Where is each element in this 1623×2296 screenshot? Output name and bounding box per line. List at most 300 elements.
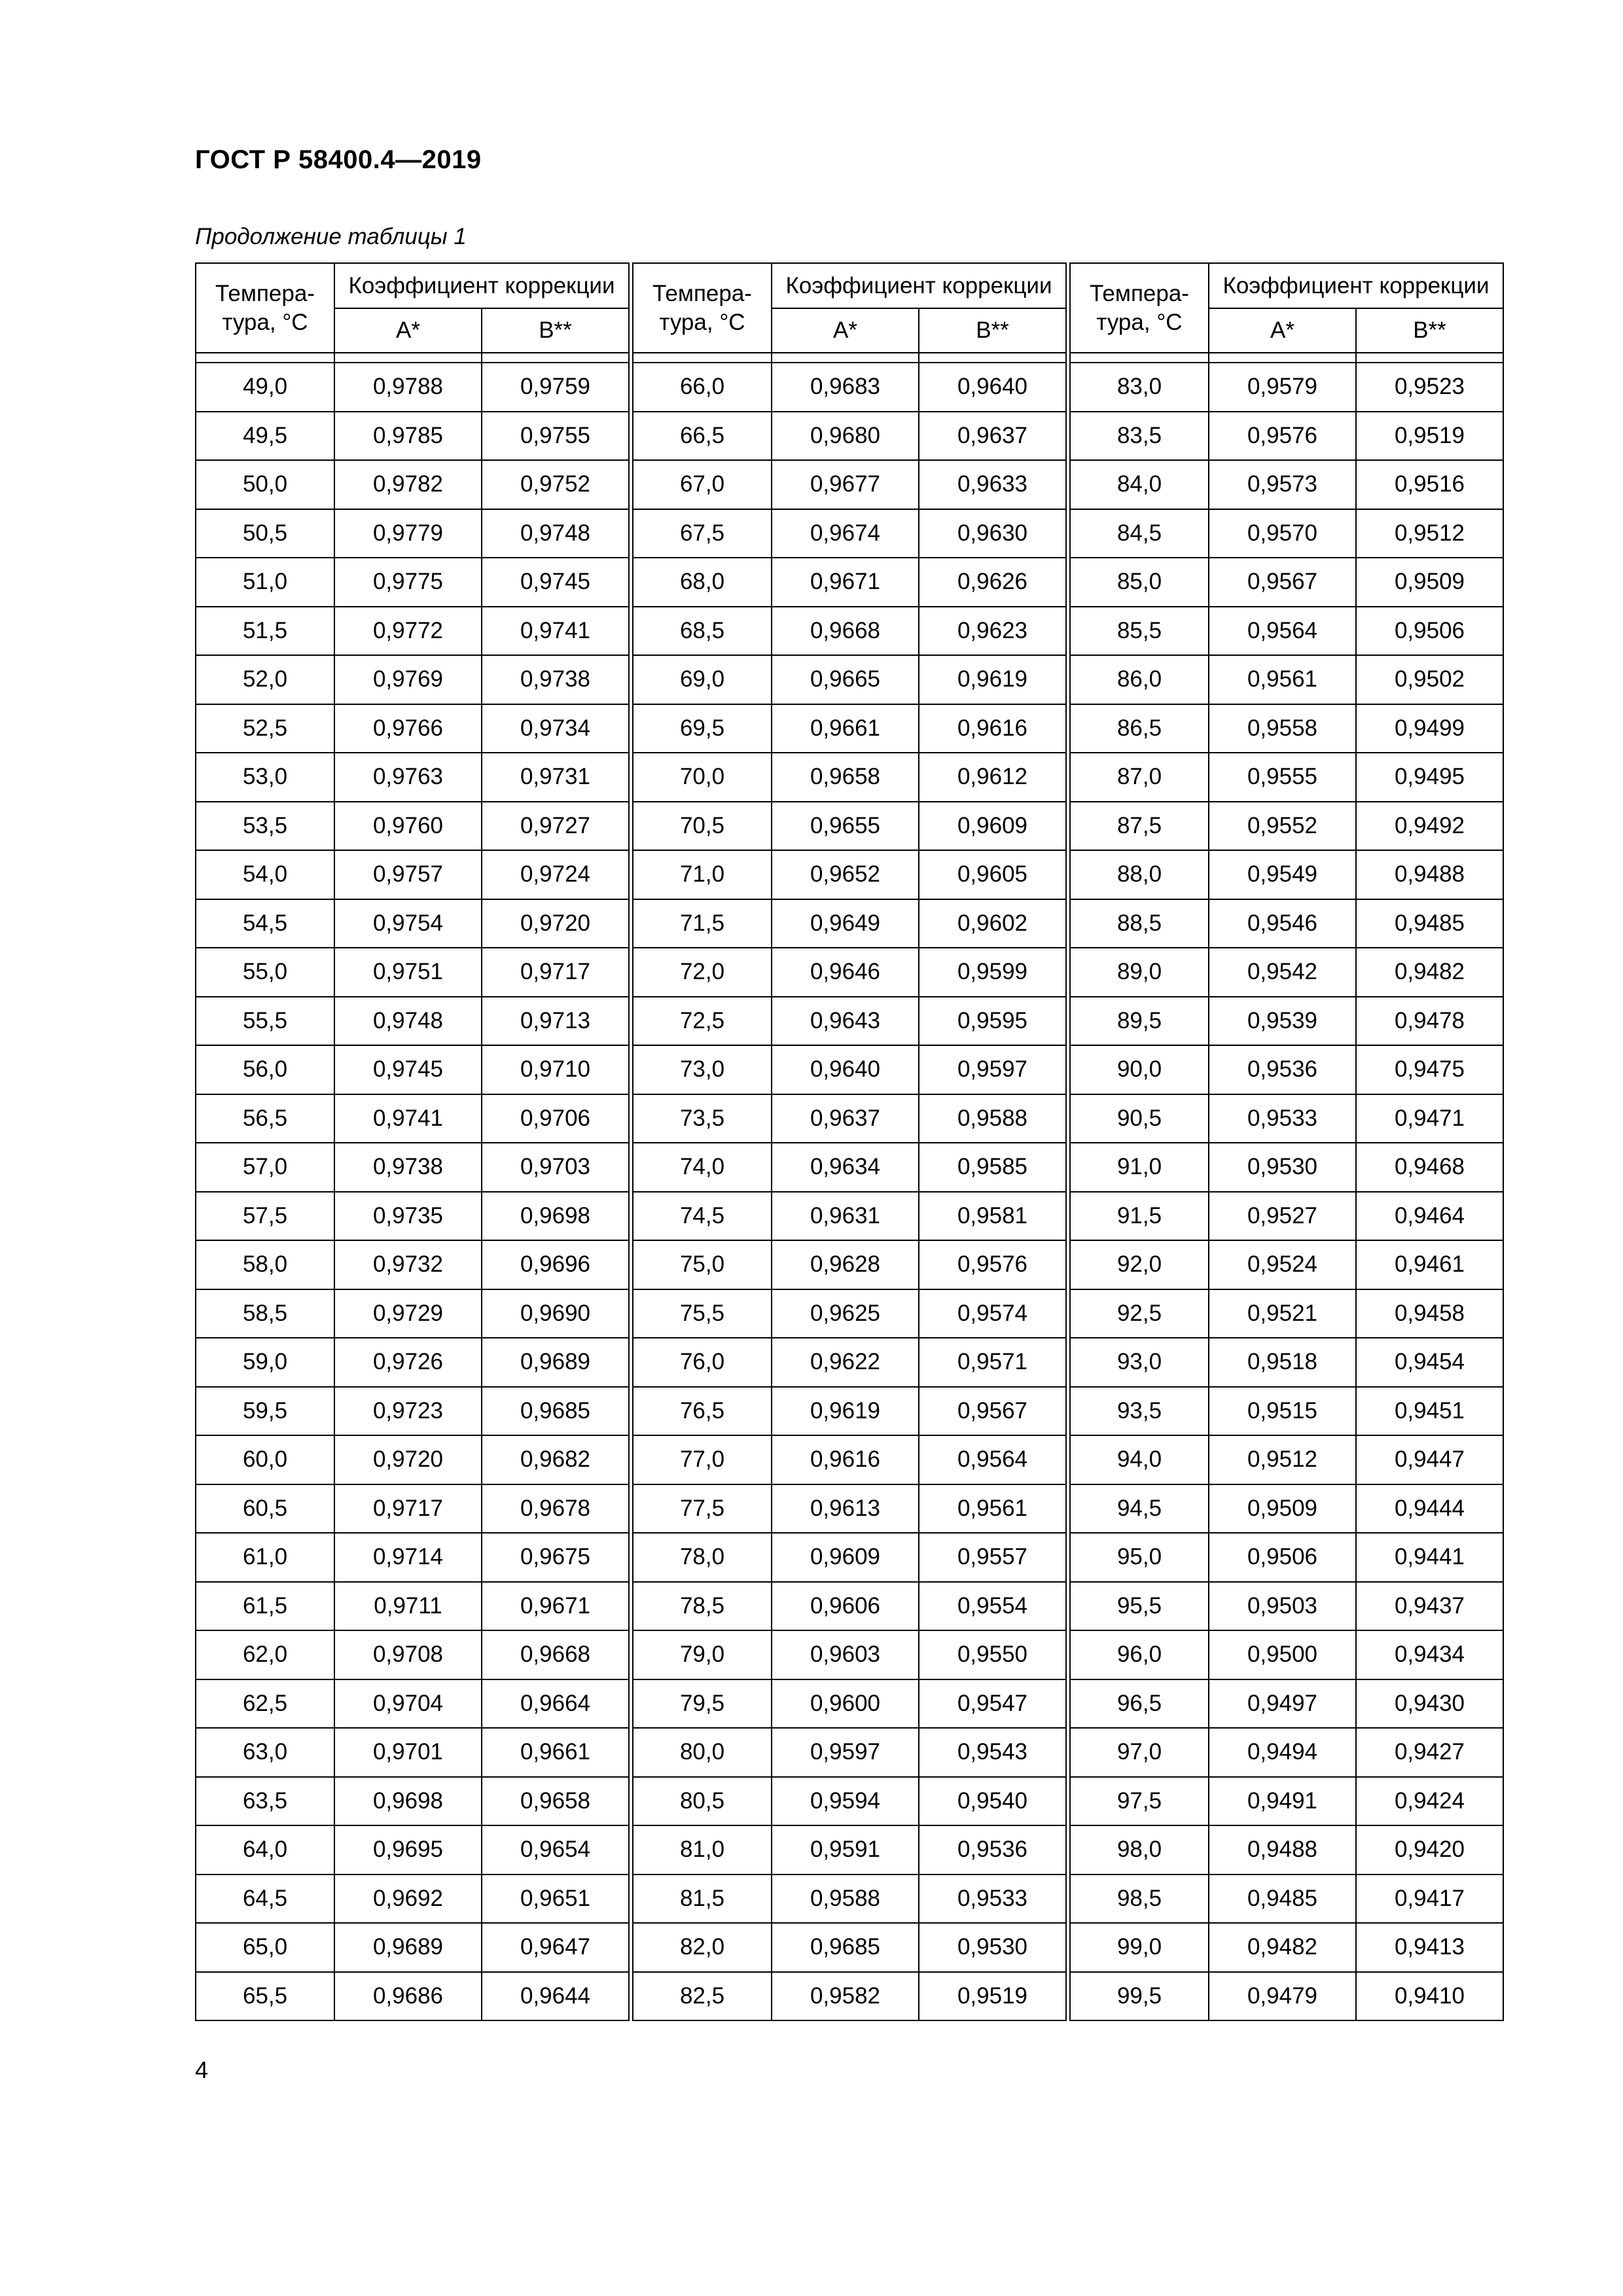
table-row — [1070, 655, 1503, 704]
coefficient-b-cell: 0,9581 — [919, 1192, 1066, 1241]
coefficient-a-cell: 0,9717 — [334, 1484, 482, 1534]
separator-cell — [1209, 353, 1356, 363]
coefficient-b-cell: 0,9616 — [919, 704, 1066, 753]
separator-cell — [1356, 353, 1503, 363]
coefficient-b-cell: 0,9710 — [482, 1045, 629, 1094]
coefficient-b-cell: 0,9454 — [1356, 1338, 1503, 1387]
coefficient-a-cell: 0,9711 — [334, 1582, 482, 1631]
temperature-cell: 74,0 — [633, 1143, 772, 1192]
temperature-cell: 96,5 — [1070, 1679, 1209, 1729]
table-row — [633, 1923, 1066, 1972]
temperature-cell: 90,0 — [1070, 1045, 1209, 1094]
coefficient-b-cell: 0,9506 — [1356, 607, 1503, 656]
table-row — [1070, 802, 1503, 851]
coefficient-b-cell: 0,9599 — [919, 948, 1066, 997]
temperature-cell: 64,0 — [196, 1825, 334, 1874]
coefficient-a-cell: 0,9757 — [334, 850, 482, 899]
temperature-cell: 85,5 — [1070, 607, 1209, 656]
coefficient-a-cell: 0,9732 — [334, 1240, 482, 1289]
table-row — [633, 899, 1066, 948]
coefficient-b-cell: 0,9512 — [1356, 509, 1503, 558]
temperature-cell: 60,5 — [196, 1484, 334, 1534]
separator-cell — [633, 353, 772, 363]
table-row — [1070, 899, 1503, 948]
table-row — [196, 412, 629, 461]
temperature-header: Темпера- тура, °С — [1070, 263, 1209, 353]
temperature-cell: 85,0 — [1070, 558, 1209, 607]
coefficient-b-cell: 0,9543 — [919, 1728, 1066, 1777]
table-row — [633, 412, 1066, 461]
table-block-3 — [1069, 262, 1504, 2021]
coefficient-a-cell: 0,9683 — [772, 363, 919, 412]
table-row — [196, 948, 629, 997]
coefficient-a-cell: 0,9714 — [334, 1533, 482, 1582]
coefficient-a-cell: 0,9775 — [334, 558, 482, 607]
coefficient-a-cell: 0,9591 — [772, 1825, 919, 1874]
coefficient-a-cell: 0,9506 — [1209, 1533, 1356, 1582]
coefficient-b-cell: 0,9502 — [1356, 655, 1503, 704]
table-row — [1070, 1143, 1503, 1192]
temperature-cell: 55,0 — [196, 948, 334, 997]
coefficient-b-cell: 0,9509 — [1356, 558, 1503, 607]
coefficient-b-cell: 0,9547 — [919, 1679, 1066, 1729]
temperature-cell: 56,5 — [196, 1094, 334, 1143]
coefficient-b-cell: 0,9437 — [1356, 1582, 1503, 1631]
coefficient-b-cell: 0,9685 — [482, 1387, 629, 1436]
coefficient-a-cell: 0,9677 — [772, 460, 919, 509]
coefficient-b-cell: 0,9731 — [482, 753, 629, 802]
table-row — [1070, 1874, 1503, 1924]
column-b-header: B** — [1356, 308, 1503, 353]
coefficient-a-cell: 0,9521 — [1209, 1289, 1356, 1338]
separator-cell — [196, 353, 334, 363]
temperature-cell: 82,0 — [633, 1923, 772, 1972]
separator-cell — [1070, 353, 1209, 363]
table-row — [633, 948, 1066, 997]
coefficient-b-cell: 0,9447 — [1356, 1435, 1503, 1484]
temperature-cell: 94,5 — [1070, 1484, 1209, 1534]
coefficient-a-cell: 0,9766 — [334, 704, 482, 753]
coefficient-a-cell: 0,9754 — [334, 899, 482, 948]
coefficient-b-cell: 0,9630 — [919, 509, 1066, 558]
temperature-cell: 57,0 — [196, 1143, 334, 1192]
coefficient-a-cell: 0,9503 — [1209, 1582, 1356, 1631]
coefficient-b-cell: 0,9654 — [482, 1825, 629, 1874]
coefficient-b-cell: 0,9478 — [1356, 997, 1503, 1046]
coefficient-b-cell: 0,9612 — [919, 753, 1066, 802]
coefficient-a-cell: 0,9704 — [334, 1679, 482, 1729]
table-row — [633, 704, 1066, 753]
coefficient-a-cell: 0,9542 — [1209, 948, 1356, 997]
coefficient-a-cell: 0,9603 — [772, 1630, 919, 1679]
coefficient-a-cell: 0,9606 — [772, 1582, 919, 1631]
temperature-cell: 99,0 — [1070, 1923, 1209, 1972]
coefficient-b-cell: 0,9441 — [1356, 1533, 1503, 1582]
table-row — [196, 1045, 629, 1094]
table-row — [633, 1533, 1066, 1582]
temperature-cell: 93,0 — [1070, 1338, 1209, 1387]
temperature-cell: 71,0 — [633, 850, 772, 899]
coefficient-b-cell: 0,9475 — [1356, 1045, 1503, 1094]
coefficient-a-cell: 0,9708 — [334, 1630, 482, 1679]
coefficient-a-cell: 0,9689 — [334, 1923, 482, 1972]
coefficient-b-cell: 0,9759 — [482, 363, 629, 412]
coefficient-b-cell: 0,9609 — [919, 802, 1066, 851]
table-row — [196, 509, 629, 558]
temperature-cell: 63,5 — [196, 1777, 334, 1826]
coefficient-b-cell: 0,9530 — [919, 1923, 1066, 1972]
coefficient-b-cell: 0,9413 — [1356, 1923, 1503, 1972]
table-row — [196, 802, 629, 851]
table-row — [633, 1825, 1066, 1874]
coefficient-a-cell: 0,9609 — [772, 1533, 919, 1582]
table-row — [1070, 1094, 1503, 1143]
table-row — [1070, 1582, 1503, 1631]
temperature-cell: 79,0 — [633, 1630, 772, 1679]
column-a-header: A* — [334, 308, 482, 353]
coefficient-a-cell: 0,9729 — [334, 1289, 482, 1338]
coefficient-a-cell: 0,9649 — [772, 899, 919, 948]
coefficient-a-cell: 0,9485 — [1209, 1874, 1356, 1924]
coefficient-a-cell: 0,9788 — [334, 363, 482, 412]
coefficient-b-cell: 0,9571 — [919, 1338, 1066, 1387]
coefficient-a-cell: 0,9558 — [1209, 704, 1356, 753]
coefficient-b-cell: 0,9713 — [482, 997, 629, 1046]
coefficient-b-cell: 0,9727 — [482, 802, 629, 851]
temperature-cell: 92,0 — [1070, 1240, 1209, 1289]
coefficient-a-cell: 0,9533 — [1209, 1094, 1356, 1143]
coefficient-a-cell: 0,9494 — [1209, 1728, 1356, 1777]
coefficient-a-cell: 0,9674 — [772, 509, 919, 558]
coefficient-a-cell: 0,9748 — [334, 997, 482, 1046]
temperature-cell: 92,5 — [1070, 1289, 1209, 1338]
coefficient-b-cell: 0,9741 — [482, 607, 629, 656]
table-row — [196, 1143, 629, 1192]
table-row — [196, 1338, 629, 1387]
temperature-cell: 50,5 — [196, 509, 334, 558]
coefficient-a-cell: 0,9497 — [1209, 1679, 1356, 1729]
temperature-cell: 49,0 — [196, 363, 334, 412]
temperature-cell: 49,5 — [196, 412, 334, 461]
header-separator — [1070, 353, 1503, 363]
coefficient-b-cell: 0,9424 — [1356, 1777, 1503, 1826]
coefficient-a-cell: 0,9655 — [772, 802, 919, 851]
coefficient-a-cell: 0,9546 — [1209, 899, 1356, 948]
coefficient-a-cell: 0,9500 — [1209, 1630, 1356, 1679]
coefficient-b-cell: 0,9752 — [482, 460, 629, 509]
table-row — [633, 1094, 1066, 1143]
coefficient-a-cell: 0,9772 — [334, 607, 482, 656]
coefficient-a-cell: 0,9769 — [334, 655, 482, 704]
temperature-cell: 66,0 — [633, 363, 772, 412]
page-number: 4 — [195, 2056, 209, 2083]
table-row — [633, 850, 1066, 899]
column-a-header: A* — [1209, 308, 1356, 353]
table-row — [196, 1484, 629, 1534]
coefficient-a-cell: 0,9661 — [772, 704, 919, 753]
temperature-cell: 53,0 — [196, 753, 334, 802]
table-row — [196, 1094, 629, 1143]
temperature-cell: 76,5 — [633, 1387, 772, 1436]
coefficient-b-cell: 0,9482 — [1356, 948, 1503, 997]
coefficient-a-cell: 0,9751 — [334, 948, 482, 997]
table-row — [1070, 1679, 1503, 1729]
coefficient-b-cell: 0,9602 — [919, 899, 1066, 948]
coefficient-b-cell: 0,9567 — [919, 1387, 1066, 1436]
table-row — [633, 1484, 1066, 1534]
table-row — [633, 460, 1066, 509]
table-row — [633, 1582, 1066, 1631]
coefficient-a-cell: 0,9536 — [1209, 1045, 1356, 1094]
coefficient-b-cell: 0,9458 — [1356, 1289, 1503, 1338]
coefficient-b-cell: 0,9550 — [919, 1630, 1066, 1679]
table-row — [633, 1630, 1066, 1679]
coefficient-a-cell: 0,9482 — [1209, 1923, 1356, 1972]
coefficient-a-cell: 0,9518 — [1209, 1338, 1356, 1387]
table-row — [196, 850, 629, 899]
table-row — [1070, 753, 1503, 802]
coefficient-b-cell: 0,9557 — [919, 1533, 1066, 1582]
table-row — [633, 607, 1066, 656]
coefficient-b-cell: 0,9689 — [482, 1338, 629, 1387]
temperature-cell: 84,0 — [1070, 460, 1209, 509]
coefficient-a-cell: 0,9695 — [334, 1825, 482, 1874]
table-row — [633, 1972, 1066, 2021]
coefficient-a-cell: 0,9686 — [334, 1972, 482, 2021]
coefficient-header: Коэффициент коррекции — [772, 263, 1066, 308]
coefficient-a-cell: 0,9524 — [1209, 1240, 1356, 1289]
temperature-cell: 74,5 — [633, 1192, 772, 1241]
coefficient-b-cell: 0,9561 — [919, 1484, 1066, 1534]
coefficient-b-cell: 0,9690 — [482, 1289, 629, 1338]
coefficient-b-cell: 0,9492 — [1356, 802, 1503, 851]
temperature-cell: 79,5 — [633, 1679, 772, 1729]
coefficient-b-cell: 0,9417 — [1356, 1874, 1503, 1924]
coefficient-a-cell: 0,9665 — [772, 655, 919, 704]
column-b-header: B** — [919, 308, 1066, 353]
temperature-cell: 60,0 — [196, 1435, 334, 1484]
table-row — [633, 509, 1066, 558]
coefficient-a-cell: 0,9555 — [1209, 753, 1356, 802]
table-row — [633, 802, 1066, 851]
coefficient-a-cell: 0,9637 — [772, 1094, 919, 1143]
table-row — [633, 1679, 1066, 1729]
table-row — [1070, 509, 1503, 558]
column-b-header: B** — [482, 308, 629, 353]
coefficient-a-cell: 0,9646 — [772, 948, 919, 997]
temperature-cell: 83,0 — [1070, 363, 1209, 412]
coefficient-b-cell: 0,9519 — [919, 1972, 1066, 2021]
table-row — [196, 753, 629, 802]
table-row — [633, 1289, 1066, 1338]
coefficient-a-cell: 0,9549 — [1209, 850, 1356, 899]
coefficient-a-cell: 0,9726 — [334, 1338, 482, 1387]
coefficient-b-cell: 0,9516 — [1356, 460, 1503, 509]
table-row — [1070, 460, 1503, 509]
coefficient-a-cell: 0,9564 — [1209, 607, 1356, 656]
coefficient-b-cell: 0,9734 — [482, 704, 629, 753]
table-row — [1070, 558, 1503, 607]
temperature-cell: 51,0 — [196, 558, 334, 607]
temperature-cell: 52,5 — [196, 704, 334, 753]
coefficient-a-cell: 0,9668 — [772, 607, 919, 656]
coefficient-a-cell: 0,9741 — [334, 1094, 482, 1143]
temperature-cell: 69,0 — [633, 655, 772, 704]
coefficient-a-cell: 0,9579 — [1209, 363, 1356, 412]
separator-cell — [482, 353, 629, 363]
temperature-header: Темпера- тура, °С — [196, 263, 334, 353]
document-title: ГОСТ Р 58400.4—2019 — [195, 145, 482, 174]
temperature-cell: 75,0 — [633, 1240, 772, 1289]
coefficient-a-cell: 0,9491 — [1209, 1777, 1356, 1826]
coefficient-b-cell: 0,9724 — [482, 850, 629, 899]
separator-cell — [919, 353, 1066, 363]
temperature-cell: 52,0 — [196, 655, 334, 704]
coefficient-a-cell: 0,9613 — [772, 1484, 919, 1534]
table-row — [633, 1240, 1066, 1289]
table-row — [196, 704, 629, 753]
table-row — [1070, 1435, 1503, 1484]
coefficient-a-cell: 0,9643 — [772, 997, 919, 1046]
coefficient-b-cell: 0,9519 — [1356, 412, 1503, 461]
coefficient-a-cell: 0,9479 — [1209, 1972, 1356, 2021]
table-row — [196, 1240, 629, 1289]
temperature-cell: 63,0 — [196, 1728, 334, 1777]
table-row — [1070, 1923, 1503, 1972]
temperature-cell: 87,5 — [1070, 802, 1209, 851]
coefficient-a-cell: 0,9652 — [772, 850, 919, 899]
coefficient-b-cell: 0,9523 — [1356, 363, 1503, 412]
coefficient-b-cell: 0,9738 — [482, 655, 629, 704]
coefficient-b-cell: 0,9682 — [482, 1435, 629, 1484]
coefficient-a-cell: 0,9576 — [1209, 412, 1356, 461]
coefficient-a-cell: 0,9628 — [772, 1240, 919, 1289]
coefficient-b-cell: 0,9664 — [482, 1679, 629, 1729]
temperature-cell: 91,5 — [1070, 1192, 1209, 1241]
table-row — [633, 997, 1066, 1046]
temperature-cell: 80,5 — [633, 1777, 772, 1826]
table-row — [196, 1825, 629, 1874]
temperature-cell: 89,5 — [1070, 997, 1209, 1046]
table-row — [1070, 363, 1503, 412]
temperature-cell: 70,0 — [633, 753, 772, 802]
coefficient-a-cell: 0,9738 — [334, 1143, 482, 1192]
temperature-header: Темпера- тура, °С — [633, 263, 772, 353]
coefficient-a-cell: 0,9567 — [1209, 558, 1356, 607]
table-row — [1070, 412, 1503, 461]
coefficient-a-cell: 0,9530 — [1209, 1143, 1356, 1192]
temperature-cell: 54,5 — [196, 899, 334, 948]
header-separator — [633, 353, 1066, 363]
coefficient-b-cell: 0,9430 — [1356, 1679, 1503, 1729]
table-row — [1070, 1728, 1503, 1777]
coefficient-b-cell: 0,9651 — [482, 1874, 629, 1924]
coefficient-b-cell: 0,9706 — [482, 1094, 629, 1143]
table-row — [196, 655, 629, 704]
coefficient-b-cell: 0,9540 — [919, 1777, 1066, 1826]
coefficient-a-cell: 0,9640 — [772, 1045, 919, 1094]
temperature-cell: 90,5 — [1070, 1094, 1209, 1143]
coefficient-a-cell: 0,9597 — [772, 1728, 919, 1777]
temperature-cell: 99,5 — [1070, 1972, 1209, 2021]
coefficient-b-cell: 0,9717 — [482, 948, 629, 997]
temperature-cell: 97,5 — [1070, 1777, 1209, 1826]
table-row — [1070, 850, 1503, 899]
coefficient-a-cell: 0,9619 — [772, 1387, 919, 1436]
table-row — [633, 1728, 1066, 1777]
coefficient-a-cell: 0,9515 — [1209, 1387, 1356, 1436]
temperature-cell: 87,0 — [1070, 753, 1209, 802]
coefficient-a-cell: 0,9570 — [1209, 509, 1356, 558]
temperature-cell: 65,0 — [196, 1923, 334, 1972]
coefficient-b-cell: 0,9703 — [482, 1143, 629, 1192]
table-row — [196, 607, 629, 656]
temperature-cell: 56,0 — [196, 1045, 334, 1094]
coefficient-a-cell: 0,9625 — [772, 1289, 919, 1338]
temperature-cell: 68,5 — [633, 607, 772, 656]
coefficient-a-cell: 0,9634 — [772, 1143, 919, 1192]
coefficient-b-cell: 0,9637 — [919, 412, 1066, 461]
column-a-header: A* — [772, 308, 919, 353]
coefficient-a-cell: 0,9692 — [334, 1874, 482, 1924]
table-row — [1070, 1630, 1503, 1679]
coefficient-a-cell: 0,9763 — [334, 753, 482, 802]
temperature-cell: 98,0 — [1070, 1825, 1209, 1874]
coefficient-a-cell: 0,9527 — [1209, 1192, 1356, 1241]
table-row — [196, 1387, 629, 1436]
temperature-cell: 73,5 — [633, 1094, 772, 1143]
coefficient-header: Коэффициент коррекции — [1209, 263, 1503, 308]
coefficient-b-cell: 0,9644 — [482, 1972, 629, 2021]
temperature-cell: 50,0 — [196, 460, 334, 509]
coefficient-b-cell: 0,9499 — [1356, 704, 1503, 753]
coefficient-b-cell: 0,9640 — [919, 363, 1066, 412]
coefficient-a-cell: 0,9573 — [1209, 460, 1356, 509]
table-row — [1070, 607, 1503, 656]
coefficient-b-cell: 0,9471 — [1356, 1094, 1503, 1143]
table-row — [1070, 997, 1503, 1046]
coefficient-b-cell: 0,9605 — [919, 850, 1066, 899]
temperature-cell: 97,0 — [1070, 1728, 1209, 1777]
table-row — [633, 1387, 1066, 1436]
table-row — [196, 1192, 629, 1241]
table-row — [196, 1777, 629, 1826]
coefficient-a-cell: 0,9509 — [1209, 1484, 1356, 1534]
coefficient-b-cell: 0,9698 — [482, 1192, 629, 1241]
table-row — [196, 460, 629, 509]
coefficient-b-cell: 0,9488 — [1356, 850, 1503, 899]
temperature-cell: 69,5 — [633, 704, 772, 753]
table-row — [633, 753, 1066, 802]
temperature-cell: 95,0 — [1070, 1533, 1209, 1582]
coefficient-b-cell: 0,9554 — [919, 1582, 1066, 1631]
coefficient-b-cell: 0,9576 — [919, 1240, 1066, 1289]
coefficient-a-cell: 0,9779 — [334, 509, 482, 558]
coefficient-b-cell: 0,9678 — [482, 1484, 629, 1534]
temperature-cell: 75,5 — [633, 1289, 772, 1338]
separator-cell — [334, 353, 482, 363]
coefficient-b-cell: 0,9533 — [919, 1874, 1066, 1924]
table-row — [633, 1045, 1066, 1094]
coefficient-a-cell: 0,9671 — [772, 558, 919, 607]
temperature-cell: 95,5 — [1070, 1582, 1209, 1631]
coefficient-b-cell: 0,9444 — [1356, 1484, 1503, 1534]
coefficient-b-cell: 0,9574 — [919, 1289, 1066, 1338]
temperature-cell: 66,5 — [633, 412, 772, 461]
coefficient-a-cell: 0,9588 — [772, 1874, 919, 1924]
table-block-2 — [632, 262, 1067, 2021]
coefficient-a-cell: 0,9600 — [772, 1679, 919, 1729]
